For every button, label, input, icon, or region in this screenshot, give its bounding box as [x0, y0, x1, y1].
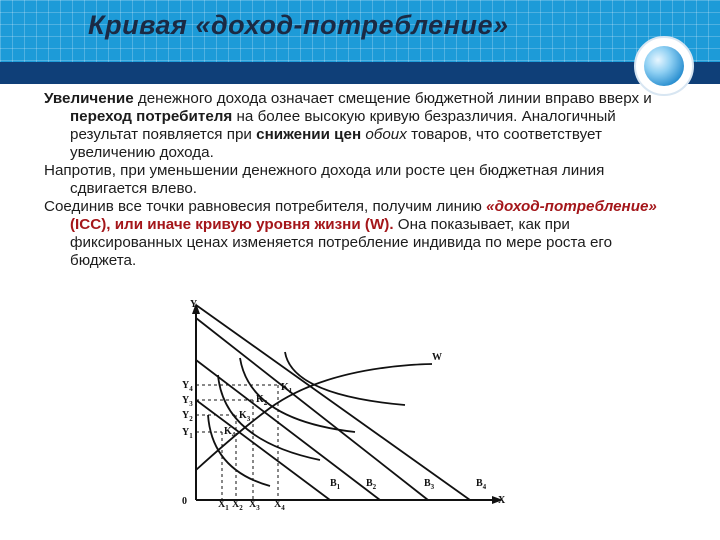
y-tick-4: $Y_4$ — [182, 380, 193, 393]
b-label-2: $B_2$ — [366, 478, 377, 491]
x-tick-4: $X_4$ — [274, 499, 285, 512]
p1-text-b: на более высокую кривую безразличия. Аналогичный результат появляется при — [70, 108, 616, 143]
p1-bold-increase: Увеличение — [44, 90, 134, 107]
p3-text-a: Соединив все точки равновесия потребителя, получим линию — [44, 198, 487, 215]
indifference-curve-4 — [285, 352, 405, 405]
k-label-3: $K_3$ — [239, 410, 251, 423]
x-tick-3: $X_3$ — [249, 499, 260, 512]
b-label-4: $B_4$ — [476, 478, 487, 491]
y-tick-2: $Y_2$ — [182, 410, 193, 423]
k-label-2: $K_2$ — [256, 394, 268, 407]
k-label-1: $K_1$ — [281, 382, 293, 395]
x-tick-1: $X_1$ — [218, 499, 229, 512]
p3-text-b: Она показывает, как при фиксированных ценах изменяется потребление индивида по мере роста его бюджета. — [70, 216, 613, 269]
page-title: Кривая «доход-потребление» — [88, 10, 509, 40]
b-label-1: $B_1$ — [330, 478, 341, 491]
p2-text: Напротив, при уменьшении денежного дохода или росте цен бюджетная линия сдвигается влево. — [44, 162, 605, 197]
p1-bold-price-drop: снижении цен — [256, 126, 362, 143]
b-label-3: $B_3$ — [424, 478, 435, 491]
p1-bold-transition: переход потребителя — [70, 108, 233, 125]
x-tick-2: $X_2$ — [232, 499, 243, 512]
p1-text-a: денежного дохода означает смещение бюджетной линии вправо вверх и — [133, 90, 652, 107]
y-axis-label: Y — [190, 299, 198, 310]
p1-text-c: товаров, что соответствует увеличению дохода. — [70, 126, 602, 161]
k-label-4: $K_4$ — [224, 426, 236, 439]
budget-line-3 — [196, 318, 428, 500]
p1-italic-both: обоих — [365, 126, 407, 143]
w-label: W — [432, 352, 442, 363]
x-axis-label: X — [498, 495, 506, 506]
y-tick-3: $Y_3$ — [182, 395, 193, 408]
y-tick-1: $Y_1$ — [182, 427, 193, 440]
p3-term-w: (ICC), или иначе кривую уровня жизни (W). — [70, 216, 394, 233]
p3-term-icc: «доход-потребление» — [486, 198, 657, 215]
origin-label: 0 — [182, 496, 187, 507]
icc-curve-w — [196, 364, 432, 470]
